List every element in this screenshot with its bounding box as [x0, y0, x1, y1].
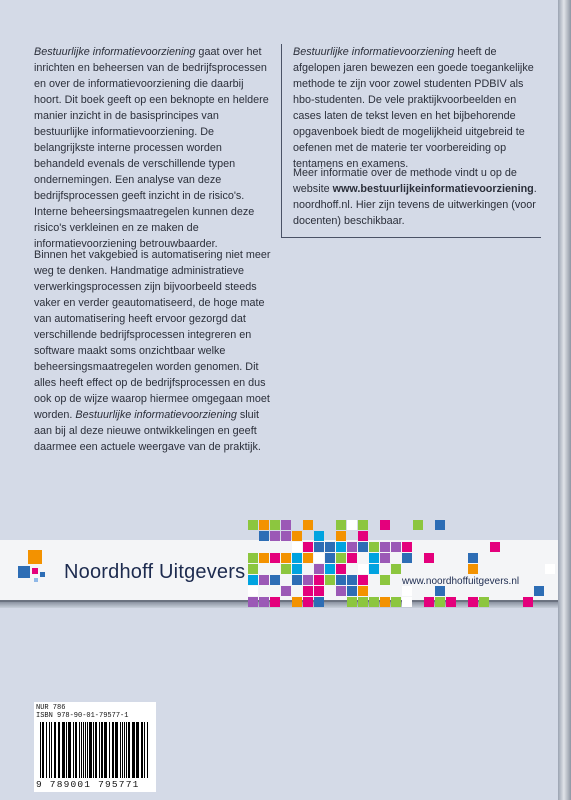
publisher-name: Noordhoff Uitgevers — [64, 561, 246, 583]
column-divider-horizontal — [281, 237, 541, 238]
noordhoff-logo-icon — [18, 550, 50, 586]
page-edge — [558, 0, 571, 800]
ean-digits: 9 789001 795771 — [36, 779, 140, 790]
paragraph-text: Binnen het vakgebied is automatisering niet meer weg te denken. Handmatige administratieve verwerkingsprocessen zijn bijvoorbeeld steeds vaker en verder geautomatiseerd, de hoge mate van automatisering heeft ervoor gezorgd dat verschillende bedrijfsprocessen integreren en software maakt soms onzichtbaar welke beheersingsmaatregelen worden genomen. Dit alles heeft effect op de bedrijfsprocessen en dus ook op de wijze waarop hiermee omgegaan moet worden. — [34, 249, 271, 421]
isbn-number: ISBN 978-90-01-79577-1 — [36, 712, 129, 720]
right-column-paragraph-2 — [293, 165, 538, 229]
pixel-mosaic-decoration — [248, 520, 558, 610]
paragraph-text: sluit aan bij al deze nieuwe ontwikkelingen en geeft daarmee een actuele weergave van de praktijk. — [34, 409, 261, 453]
column-divider-vertical — [281, 44, 282, 237]
left-column-paragraph-2 — [34, 247, 272, 455]
paragraph-text: . noordhoff.nl. Hier zijn tevens de uitwerkingen (voor docenten) beschikbaar. — [293, 183, 537, 227]
book-title-italic: Bestuurlijke informatievoorziening — [293, 46, 455, 58]
barcode-label — [34, 702, 156, 792]
right-column-paragraph-1 — [293, 44, 538, 172]
barcode-bars — [38, 722, 152, 778]
nur-code: NUR 786 — [36, 704, 66, 712]
book-title-italic: Bestuurlijke informatievoorziening — [75, 409, 237, 421]
paragraph-text: gaat over het inrichten en beheersen van de bedrijfsprocessen en over de informatievoorziening die daarbij hoort. Dit boek geeft op een beknopte en heldere manier inzicht in de basisprincipes van bestuurlijke informatievoorziening. De belangrijkste interne processen worden behandeld evenals de verschillende typen ondernemingen. Een analyse van deze bedrijfsprocessen geeft inzicht in de risico's. Interne beheersingsmaatregelen kunnen deze risico's verkleinen en ze maken de informatievoorziening betrouwbaarder. — [34, 46, 269, 250]
paragraph-text: Meer informatie over de methode vindt u op de website — [293, 167, 517, 195]
publisher-website: www.noordhoffuitgevers.nl — [402, 576, 520, 587]
paragraph-text: heeft de afgelopen jaren bewezen een goede toegankelijke methode te zijn voor zowel studenten PDBIV als hbo-studenten. De vele praktijkvoorbeelden en cases laten de tekst leven en het bijbehorende opgavenboek biedt de mogelijkheid uitgebreid te oefenen met de materie ter voorbereiding op tentamens en examens. — [293, 46, 534, 170]
website-bold-link: www.bestuurlijkeinformatievoorziening — [332, 183, 534, 195]
left-column-paragraph-1 — [34, 44, 272, 252]
book-title-italic: Bestuurlijke informatievoorziening — [34, 46, 196, 58]
